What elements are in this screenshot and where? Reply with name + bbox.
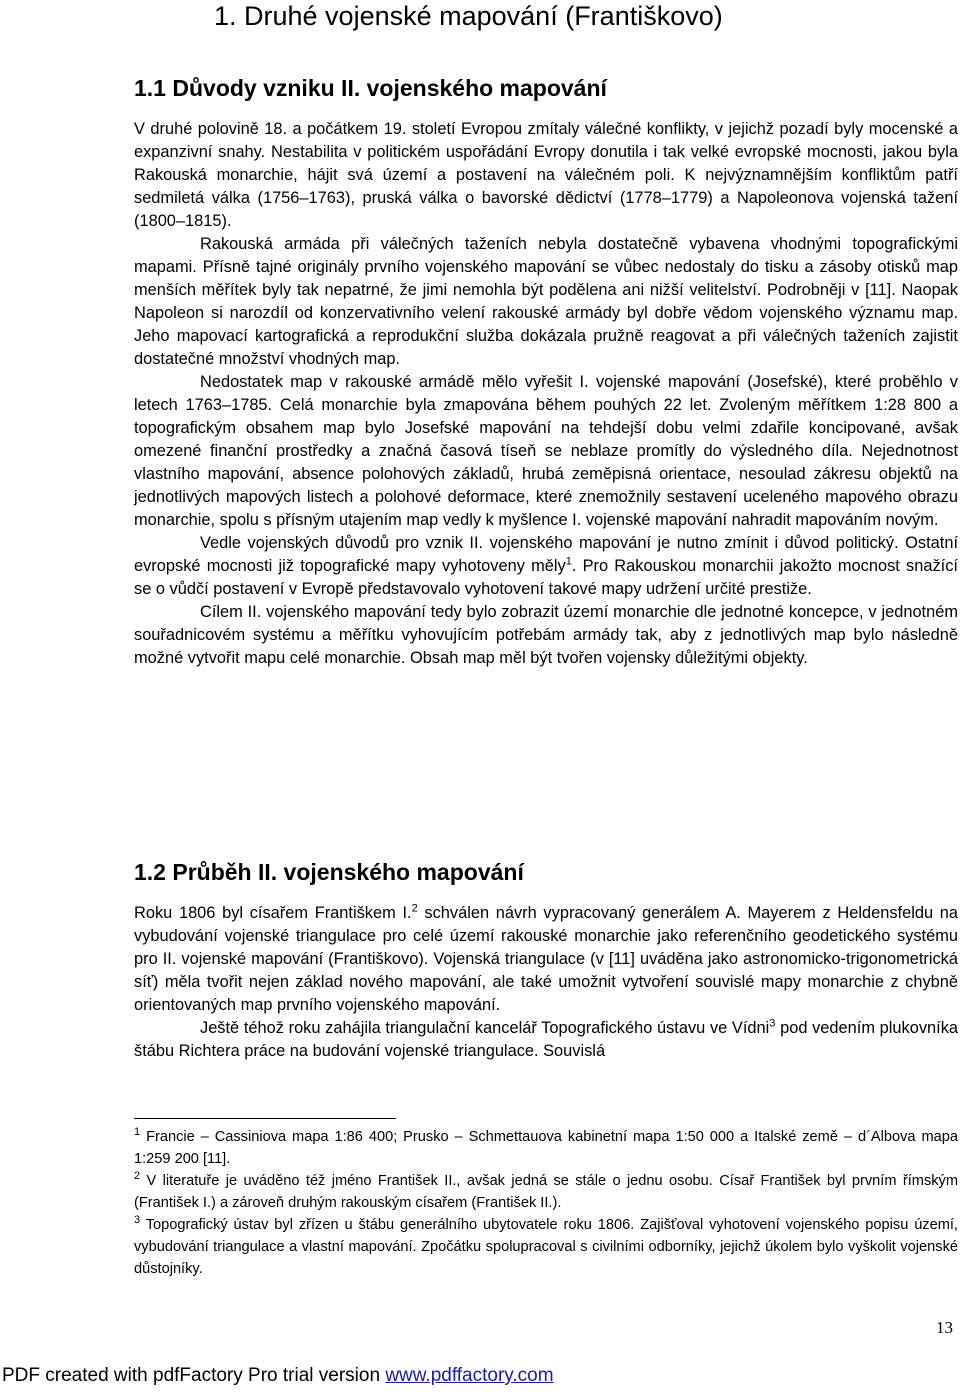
pdf-banner-link[interactable]: www.pdffactory.com xyxy=(385,1365,554,1386)
text-span: schválen návrh vypracovaný generálem A. Mayerem z Heldensfeldu na vybudování vojenské triangulace pro celé území rakouské monarchie jako referenčního geodetického systému pro II. vojenské mapování (Františkovo). Vojenská triangulace (v [11] uváděna jako astronomicko-trigonometrická síť) měla tvořit nejen základ nového mapování, ale také umožnit vytvoření souvislé mapy monarchie z chybně orientovaných map prvního vojenského mapování. xyxy=(134,904,958,1014)
footnote-number: 3 xyxy=(134,1214,141,1227)
footnote-text: V literatuře je uváděno též jméno František II., avšak jedná se stále o jednu osobu. Císař František byl prvním římským (František I.) a zároveň druhým rakouským císařem (František II.). xyxy=(134,1173,958,1211)
text-span: Roku 1806 byl císařem Františkem I. xyxy=(134,904,412,922)
footnotes xyxy=(134,1126,958,1280)
footnote-ref: 3 xyxy=(769,1017,776,1030)
paragraph xyxy=(134,532,958,601)
paragraph xyxy=(134,1017,958,1063)
pdf-banner-text: PDF created with pdfFactory Pro trial version xyxy=(2,1365,381,1386)
paragraph: Rakouská armáda při válečných taženích nebyla dostatečně vybavena vhodnými topografickými mapami. Přísně tajné originály prvního vojenského mapování se vůbec nedostaly do tisku a zásoby otisků map menších měřítek byly tak nepatrné, že jimi nemohla být podělena ani nižší velitelství. Podrobněji v [11]. Naopak Napoleon si narozdíl od konzervativního velení rakouské armády byl dobře vědom vojenského významu map. Jeho mapovací kartografická a reprodukční služba dokázala pružně reagovat a při válečných taženích zajistit dostatečné množství vhodných map. xyxy=(134,235,958,368)
page-title: 1. Druhé vojenské mapování (Františkovo) xyxy=(214,1,723,31)
page-number: 13 xyxy=(936,1318,953,1337)
paragraph: Nedostatek map v rakouské armádě mělo vyřešit I. vojenské mapování (Josefské), které proběhlo v letech 1763–1785. Celá monarchie byla zmapována během pouhých 22 let. Zvoleným měřítkem 1:28 800 a topografickým obsahem map bylo Josefské mapování na tehdejší dobu velmi zdařile koncipované, avšak omezené finanční prostředky a značná časová tíseň se neblaze promítly do výsledného díla. Nejednotnost vlastního mapování, absence polohových základů, hrubá zeměpisná orientace, nesoulad zákresu objektů na jednotlivých mapových listech a polohové deformace, které znemožnily sestavení uceleného mapového obrazu monarchie, spolu s přísným utajením map vedly k myšlence I. vojenské mapování nahradit mapováním novým. xyxy=(134,373,958,529)
footnote xyxy=(134,1126,958,1170)
footnote-text: Francie – Cassiniova mapa 1:86 400; Prusko – Schmettauova kabinetní mapa 1:50 000 a Italské země – d´Albova mapa 1:259 200 [11]. xyxy=(134,1129,958,1167)
footnote-number: 1 xyxy=(134,1126,141,1139)
footnote-ref: 1 xyxy=(565,555,572,568)
footnote xyxy=(134,1170,958,1214)
pdf-banner xyxy=(0,1362,960,1390)
text-span: . Pro Rakouskou monarchii jakožto mocnost snažící se o vůdčí postavení v Evropě představovalo vyhotovení takové mapy udržení určité prestiže. xyxy=(134,557,958,598)
paragraph: V druhé polovině 18. a počátkem 19. století Evropou zmítaly válečné konflikty, v jejichž pozadí byly mocenské a expanzivní snahy. Nestabilita v politickém uspořádání Evropy donutila i tak velké evropské mocnosti, jakou byla Rakouská monarchie, hájit svá území a postavení na válečném poli. K nejvýznamnějším konfliktům patří sedmiletá válka (1756–1763), pruská válka o bavorské dědictví (1778–1779) a Napoleonova vojenská tažení (1800–1815). xyxy=(134,120,958,230)
text-span: Vedle vojenských důvodů pro vznik II. vojenského mapování je nutno zmínit i důvod politický. Ostatní evropské mocnosti již topografické mapy vyhotoveny měly xyxy=(134,534,958,575)
section-heading-1: 1.1 Důvody vzniku II. vojenského mapování xyxy=(134,75,607,101)
paragraph: Cílem II. vojenského mapování tedy bylo zobrazit území monarchie dle jednotné koncepce, v jednotném souřadnicovém systému a měřítku vyhovujícím potřebám armády tak, aby z jednotlivých map bylo následně možné vytvořit mapu celé monarchie. Obsah map měl být tvořen vojensky důležitými objekty. xyxy=(134,603,958,667)
section-body-2 xyxy=(134,902,958,1063)
footnote-ref: 2 xyxy=(411,902,418,915)
text-span: Ještě téhož roku zahájila triangulační kancelář Topografického ústavu ve Vídni xyxy=(200,1019,770,1037)
footnote-text: Topografický ústav byl zřízen u štábu generálního ubytovatele roku 1806. Zajišťoval vyhotovení vojenského popisu území, vybudování triangulace a vlastní mapování. Zpočátku spolupracoval s civilními odborníky, jejichž úkolem bylo vyškolit vojenské důstojníky. xyxy=(134,1217,958,1277)
paragraph xyxy=(134,902,958,1017)
section-heading-2: 1.2 Průběh II. vojenského mapování xyxy=(134,859,524,885)
section-body-1 xyxy=(134,118,958,670)
footnote-divider xyxy=(134,1118,396,1119)
footnote xyxy=(134,1214,958,1280)
text-span: pod vedením plukovníka štábu Richtera práce na budování vojenské triangulace. Souvislá xyxy=(134,1019,959,1060)
footnote-number: 2 xyxy=(134,1170,141,1183)
